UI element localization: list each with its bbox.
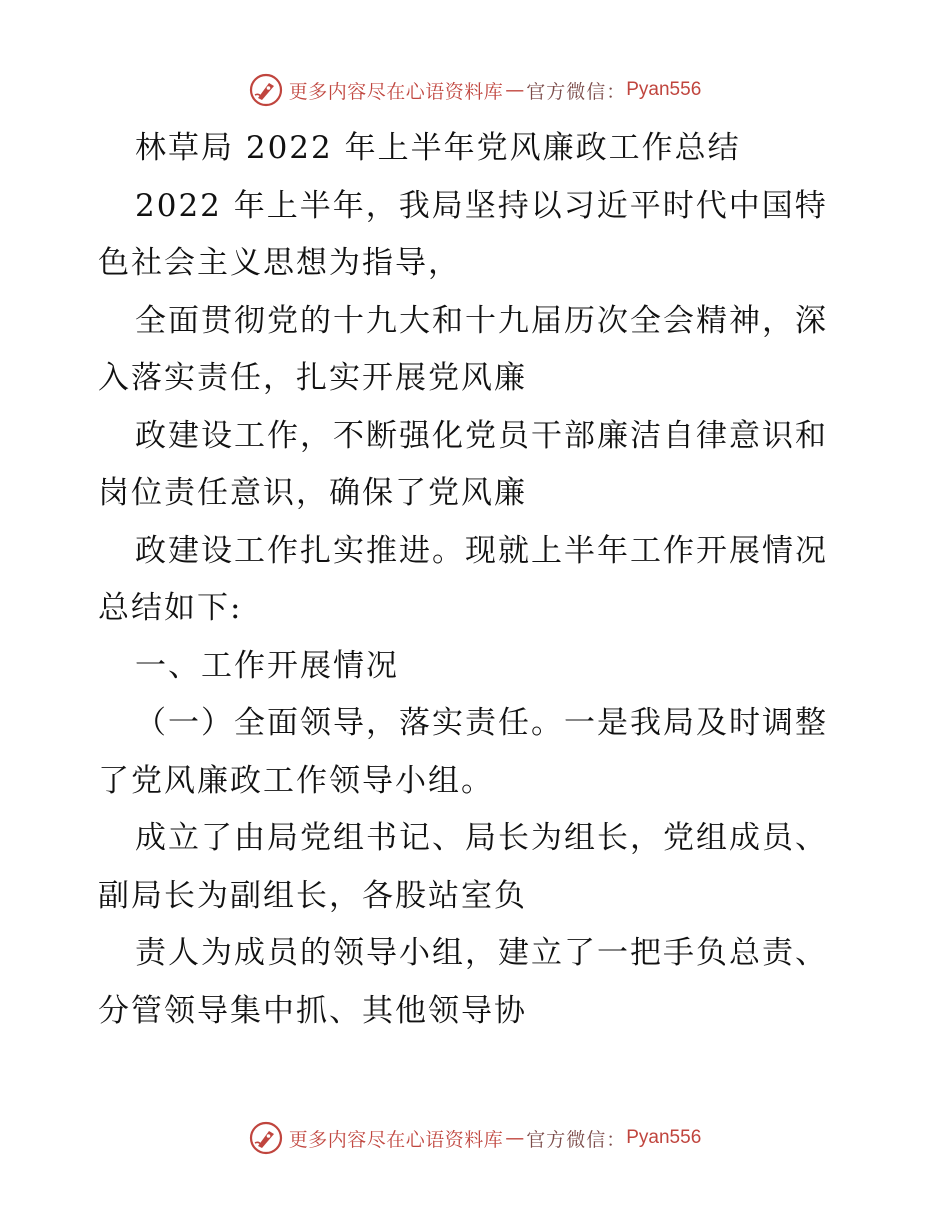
pen-nib-logo-icon bbox=[249, 73, 283, 107]
watermark-wechat-label: 官方微信： bbox=[526, 1128, 627, 1151]
paragraph-line: 岗位责任意识，确保了党风廉 bbox=[98, 475, 527, 511]
header-watermark bbox=[0, 70, 950, 110]
watermark-dash: — bbox=[505, 79, 525, 101]
watermark-main-text: 更多内容尽在心语资料库 bbox=[288, 1128, 504, 1151]
document-body bbox=[98, 120, 858, 1040]
paragraph-line: （一）全面领导，落实责任。一是我局及时调整 bbox=[135, 705, 828, 741]
paragraph-line: 成立了由局党组书记、局长为组长，党组成员、 bbox=[135, 820, 828, 856]
watermark-wechat-id: Pyan556 bbox=[626, 79, 702, 100]
watermark-main-text: 更多内容尽在心语资料库 bbox=[288, 80, 504, 103]
section-heading: 一、工作开展情况 bbox=[135, 647, 399, 684]
paragraph-line: 色社会主义思想为指导， bbox=[98, 245, 461, 281]
watermark-wechat-label: 官方微信： bbox=[526, 80, 627, 103]
paragraph-line: 政建设工作，不断强化党员干部廉洁自律意识和 bbox=[135, 417, 828, 454]
pen-nib-logo-icon bbox=[249, 1121, 283, 1155]
paragraph-line: 分管领导集中抓、其他领导协 bbox=[98, 992, 527, 1029]
paragraph-line: 总结如下: bbox=[98, 590, 243, 626]
footer-watermark bbox=[0, 1118, 950, 1158]
paragraph-line: 政建设工作扎实推进。现就上半年工作开展情况 bbox=[135, 532, 828, 569]
paragraph-line: 入落实责任，扎实开展党风廉 bbox=[98, 360, 527, 396]
watermark-dash: — bbox=[505, 1127, 525, 1149]
paragraph-line: 了党风廉政工作领导小组。 bbox=[98, 762, 494, 799]
paragraph-line: 2022 年上半年，我局坚持以习近平时代中国特 bbox=[135, 187, 828, 224]
paragraph-line: 副局长为副组长，各股站室负 bbox=[98, 877, 527, 914]
watermark-wechat-id: Pyan556 bbox=[626, 1127, 702, 1148]
paragraph-line: 全面贯彻党的十九大和十九届历次全会精神，深 bbox=[135, 302, 828, 339]
paragraph-line: 责人为成员的领导小组，建立了一把手负总责、 bbox=[135, 935, 828, 971]
document-title: 林草局 2022 年上半年党风廉政工作总结 bbox=[135, 130, 741, 166]
